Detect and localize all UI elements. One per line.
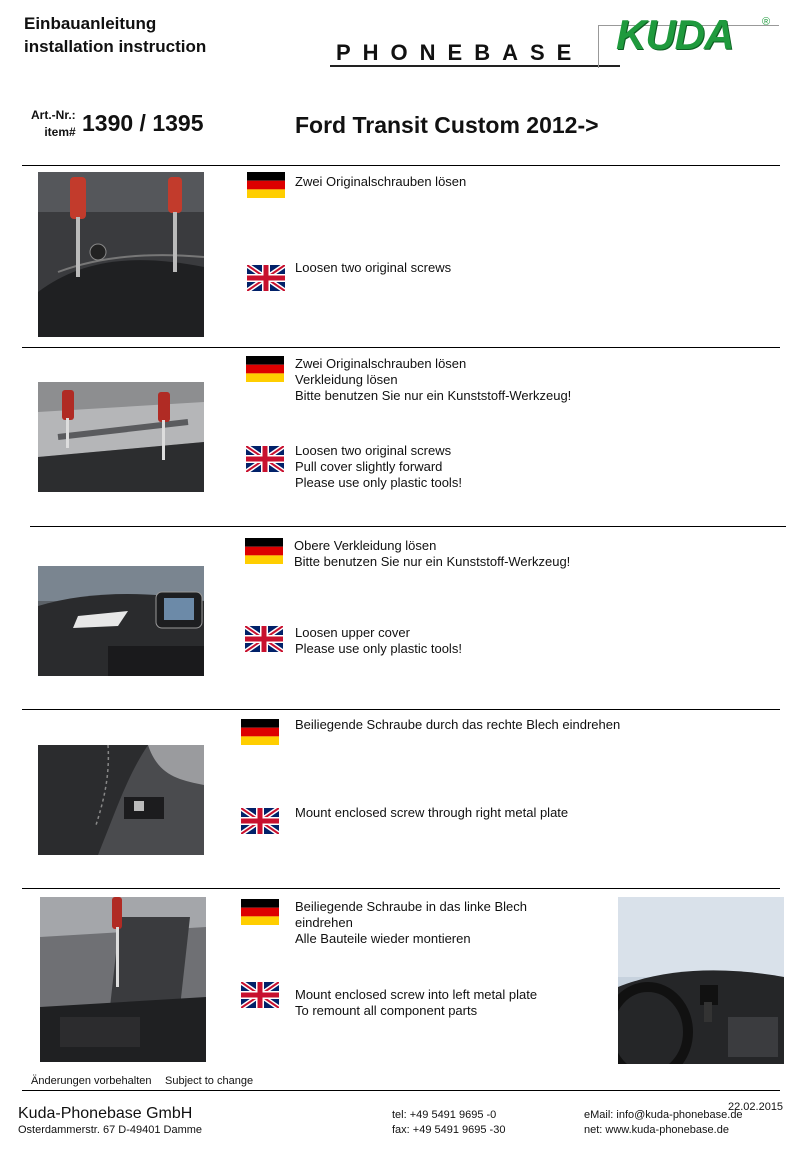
- divider: [22, 347, 780, 348]
- step-5-text-de: Beiliegende Schraube in das linke Blech eindrehen Alle Bauteile wieder montieren: [295, 899, 527, 946]
- art-label-en: item#: [44, 125, 76, 139]
- website: net: www.kuda-phonebase.de: [584, 1124, 729, 1136]
- divider: [22, 888, 780, 889]
- step-4-text-en: Mount enclosed screw through right metal plate: [295, 805, 569, 820]
- document-date: 22.02.2015: [728, 1101, 784, 1113]
- fax-number: fax: +49 5491 9695 -30: [392, 1124, 506, 1136]
- divider: [22, 165, 780, 166]
- uk-flag-icon: [247, 265, 285, 291]
- step-4-text-de: Beiliegende Schraube durch das rechte Blech eindrehen: [295, 717, 621, 732]
- changes-note-en: Subject to change: [165, 1075, 254, 1087]
- step-5-text-en: Mount enclosed screw into left metal plate To remount all component parts: [295, 987, 538, 1018]
- step-3-photo: [38, 566, 204, 676]
- step-1-photo: [38, 172, 204, 337]
- german-flag-icon: [241, 899, 279, 925]
- german-flag-icon: [246, 356, 284, 382]
- phone-number: tel: +49 5491 9695 -0: [392, 1109, 497, 1121]
- changes-note-de: Änderungen vorbehalten: [31, 1075, 152, 1087]
- doc-title-de: Einbauanleitung: [24, 14, 157, 33]
- step-2-photo: [38, 382, 204, 492]
- company-address: Osterdammerstr. 67 D-49401 Damme: [18, 1124, 203, 1136]
- art-number-label: [31, 107, 76, 141]
- art-label-de: Art.-Nr.:: [31, 108, 76, 122]
- german-flag-icon: [241, 719, 279, 745]
- german-flag-icon: [247, 172, 285, 198]
- uk-flag-icon: [241, 982, 279, 1008]
- step-2-text-de: Zwei Originalschrauben lösen Verkleidung lösen Bitte benutzen Sie nur ein Kunststoff-Werkzeug!: [295, 356, 572, 403]
- registered-mark: ®: [762, 16, 771, 28]
- step-1-text-de: Zwei Originalschrauben lösen: [295, 174, 467, 189]
- german-flag-icon: [245, 538, 283, 564]
- uk-flag-icon: [241, 808, 279, 834]
- company-name: Kuda-Phonebase GmbH: [18, 1105, 193, 1122]
- brand-underline: [330, 65, 620, 67]
- uk-flag-icon: [245, 626, 283, 652]
- step-5-photo: [40, 897, 206, 1062]
- brand-wordmark: PHONEBASE: [336, 40, 584, 65]
- divider: [22, 709, 780, 710]
- contact-online: [584, 1108, 743, 1138]
- step-4-photo: [38, 745, 204, 855]
- vehicle-title: Ford Transit Custom 2012->: [295, 112, 599, 138]
- step-3-text-de: Obere Verkleidung lösen Bitte benutzen Sie nur ein Kunststoff-Werkzeug!: [294, 538, 571, 569]
- doc-title-en: installation instruction: [24, 37, 207, 56]
- step-3-text-en: Loosen upper cover Please use only plastic tools!: [295, 625, 462, 656]
- result-photo: [618, 897, 784, 1064]
- contact-phone: [392, 1108, 505, 1138]
- step-2-text-en: Loosen two original screws Pull cover slightly forward Please use only plastic tools!: [295, 443, 462, 490]
- divider: [30, 526, 786, 527]
- footer-divider: [22, 1090, 780, 1091]
- uk-flag-icon: [246, 446, 284, 472]
- step-1-text-en: Loosen two original screws: [295, 260, 452, 275]
- email-address: eMail: info@kuda-phonebase.de: [584, 1109, 743, 1121]
- art-number: 1390 / 1395: [82, 110, 204, 136]
- kuda-logo: KUDA: [616, 11, 734, 58]
